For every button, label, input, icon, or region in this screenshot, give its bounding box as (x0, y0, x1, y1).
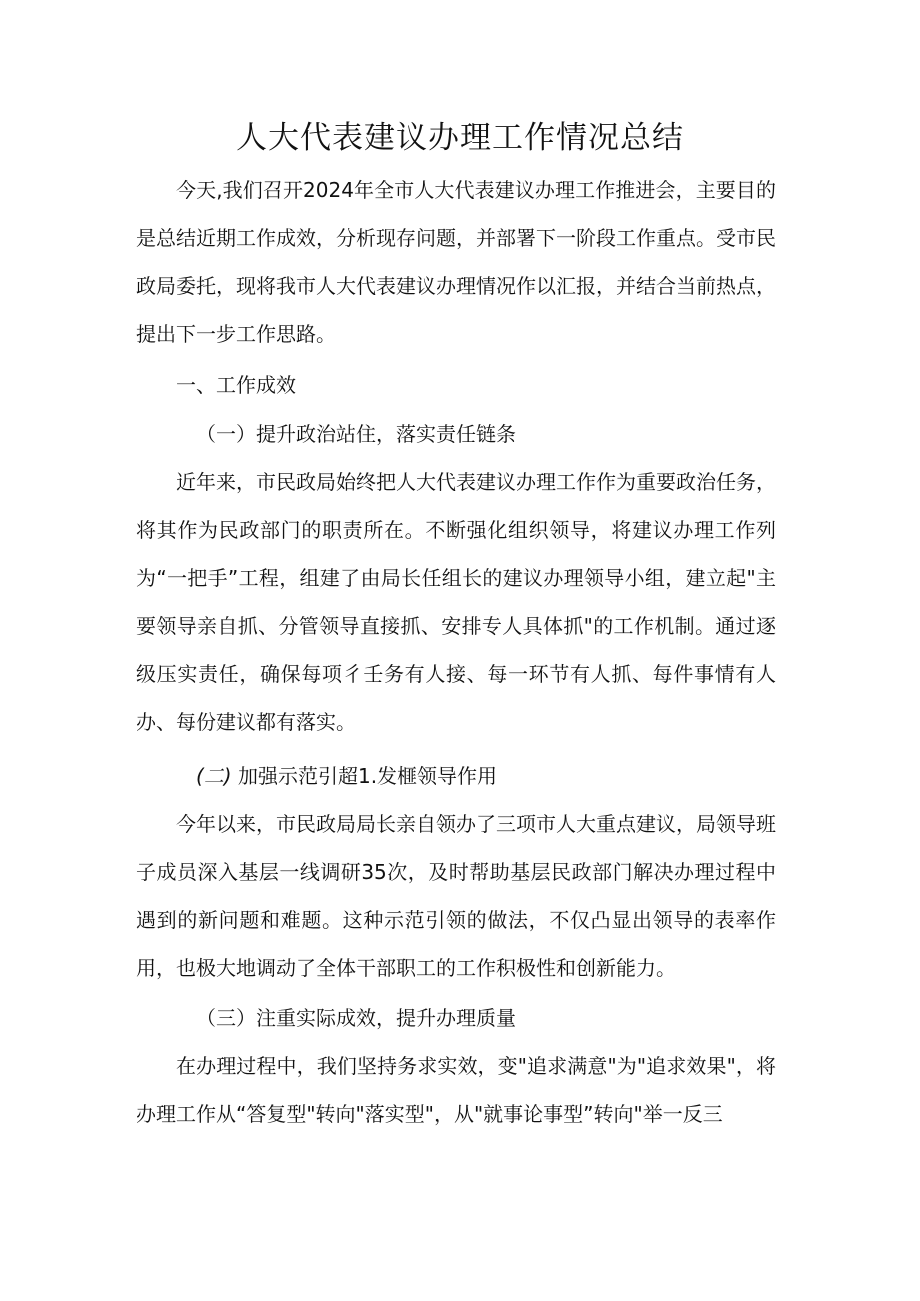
subsection-heading-3: （三）注重实际成效，提升办理质量 (196, 1006, 516, 1030)
subsection-heading-2-number: (二) (196, 764, 232, 788)
subsection-heading-2 (196, 752, 497, 800)
section-heading-work-results: 一、工作成效 (176, 373, 296, 397)
subsection-heading-2-text: 加强示范引超1.发榧领导作用 (231, 764, 498, 788)
subsection-3-paragraph: 在办理过程中，我们坚持务求实效，变"追求满意"为"追求效果"，将办理工作从“答复型"转向"落实型"，从"就事论事型”转向"举一反三 (136, 1054, 776, 1126)
document-title: 人大代表建议办理工作情况总结 (236, 120, 684, 156)
intro-paragraph: 今天,我们召开2024年全市人大代表建议办理工作推进会，主要目的是总结近期工作成效，分析现存问题，并部署下一阶段工作重点。受市民政局委托，现将我市人大代表建议办理情况作以汇报，并结合当前热点，提出下一步工作思路。 (136, 178, 776, 346)
subsection-1-paragraph: 近年来，市民政局始终把人大代表建议办理工作作为重要政治任务，将其作为民政部门的职责所在。不断强化组织领导，将建议办理工作列为“一把手”工程，组建了由局长任组长的建议办理领导小组，建立起"主要领导亲自抓、分管领导直接抓、安排专人具体抓"的工作机制。通过逐级压实责任，确保每项彳壬务有人接、每一环节有人抓、每件事情有人办、每份建议都有落实。 (136, 470, 776, 734)
subsection-heading-1: （一）提升政治站住，落实责任链条 (196, 422, 516, 446)
subsection-2-paragraph: 今年以来，市民政局局长亲自领办了三项市人大重点建议，局领导班子成员深入基层一线调研35次，及时帮助基层民政部门解决办理过程中遇到的新问题和难题。这种示范引领的做法，不仅凸显出领导的表率作用，也极大地调动了全体干部职工的工作积极性和创新能力。 (136, 812, 776, 980)
